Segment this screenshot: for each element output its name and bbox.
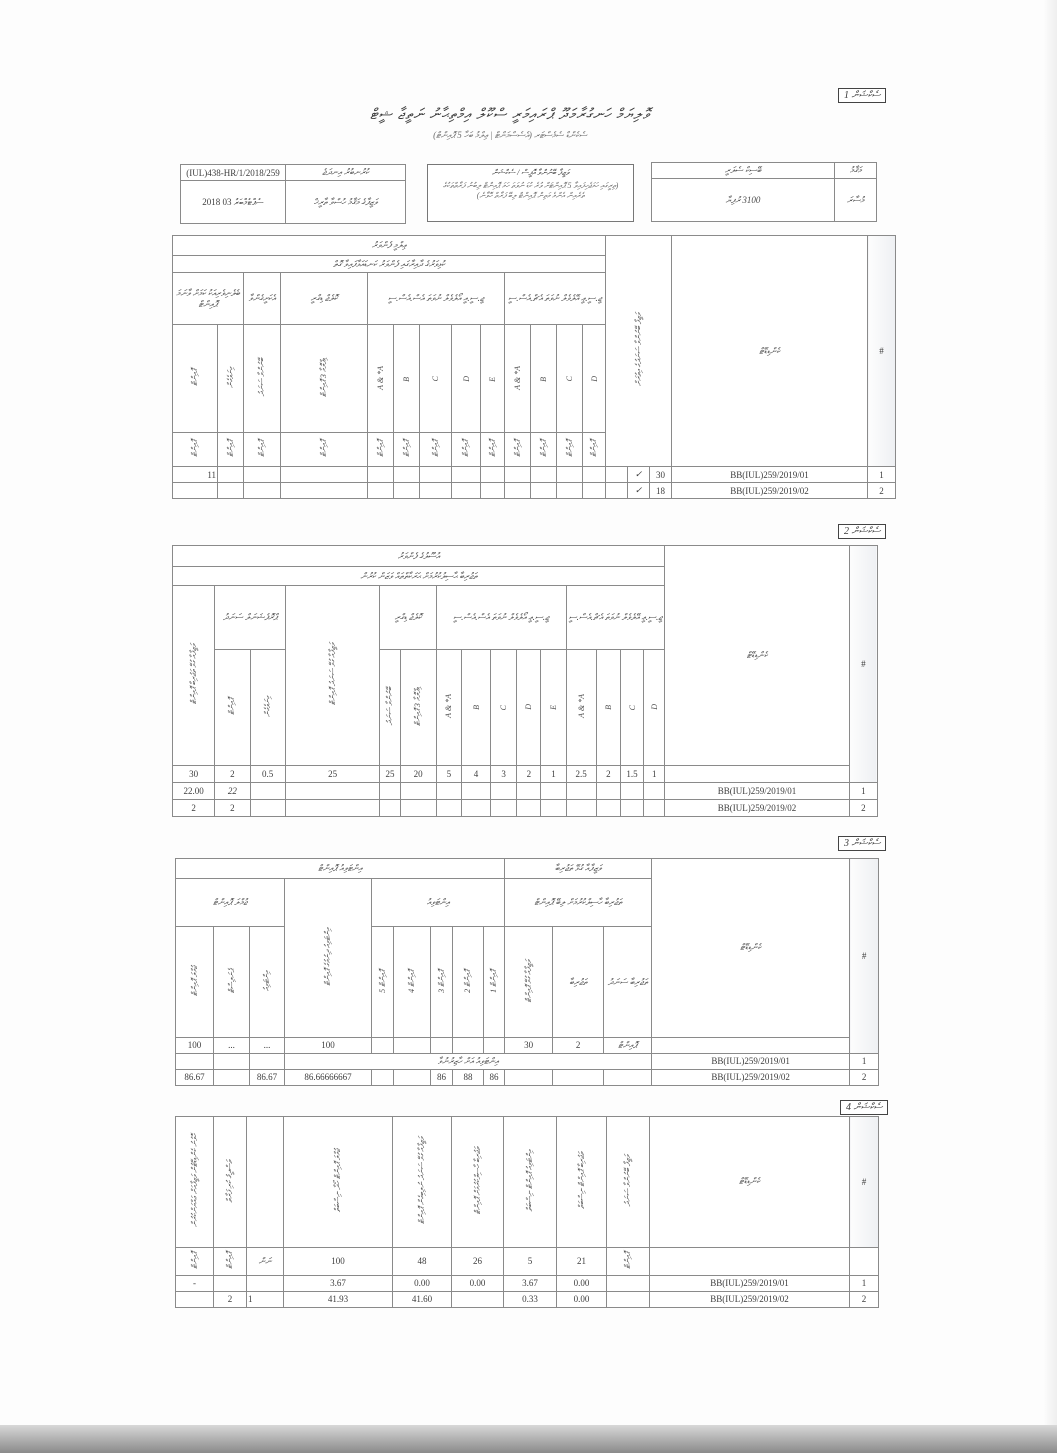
s4-r2-c7: 0.33 (504, 1291, 557, 1307)
s3-max-0: 100 (176, 1037, 214, 1053)
s3-vcol-4: 5 ޕޮއިންޓް (372, 927, 394, 1037)
s2-max-11: 2.5 (566, 765, 596, 782)
s1-unit: ޕޮއިންޓް (394, 433, 420, 467)
s1-colgroup-3: ޖީ.ސީ.އީ އޯލެވެލް ނުވަތަ އެސް.އެސް.ސީ (368, 273, 505, 325)
s2-max-13: 1.5 (620, 765, 643, 782)
notice-box (427, 164, 634, 222)
table-row (176, 1069, 879, 1085)
s4-max-8: ޕޮއިންޓް (607, 1247, 650, 1275)
s1-unit: ޕޮއިންޓް (557, 433, 583, 467)
s2-vcol-0: ވަޒީފާއާ ގުޅޭ ތަޖުރިބާ ޕޮއިންޓް (173, 585, 215, 765)
s4-r2-c5: 41.60 (393, 1291, 452, 1307)
s1-group-title: ޢިލްމީ ފެންވަރު (173, 236, 606, 256)
section-2-tag: ސެކްޝަން 2 (838, 524, 886, 539)
scan-edge-shade (1043, 0, 1057, 1425)
table-row (176, 1291, 879, 1307)
s4-vcol-1: ތަސްދީޤު ކުރި ފަރާތް (214, 1117, 247, 1248)
s2-r2-num: 2 (849, 799, 877, 816)
s1-r1-points: 11 (173, 467, 218, 483)
scan-bottom-shadow (0, 1425, 1057, 1453)
s2-r1-b: 22 (215, 782, 250, 799)
s1-unit: ޕޮއިންޓް (481, 433, 505, 467)
s2-max-3: 25 (285, 765, 380, 782)
s3-vcol-2: އިންޓަވިއު (250, 927, 285, 1037)
s4-r2-num: 2 (850, 1291, 879, 1307)
s4-vcol-5: ތަޖުރިބާ ހާސިލްކުރުމަށް ޕޮއިންޓް (452, 1117, 504, 1248)
s3-r1-note: އިންޓަވިއު އަށް ހާޒިރުނުވާ (285, 1053, 652, 1069)
s4-vcol-7: ތަޖުރިބާ ޕޮއިންޓް ނިސްބަތް (557, 1117, 607, 1248)
s2-vcol-6: A & *A (436, 649, 461, 765)
s2-colgroup-3: ޖީ.ސީ.ޢީ އޯލެވެލް ނުވަތަ އެސް.އެސް.ސީ (436, 585, 566, 649)
s2-sub-title: ތަޖުރިބާ ޙާސިލުކުރުމަށް ޙަރަކާތްތައް ވަޒަން ކުރުން (173, 567, 665, 585)
s4-max-row (176, 1247, 879, 1275)
s4-applicant-header: ކެންޑިޑޭޓް (650, 1117, 850, 1248)
s1-unit: ޕޮއިންޓް (218, 433, 244, 467)
s4-max-7: 21 (557, 1247, 607, 1275)
s3-max-9: 30 (505, 1037, 553, 1053)
s4-r1-c4: 3.67 (284, 1275, 393, 1291)
s3-max-1: ... (214, 1037, 250, 1053)
s3-vcol-9: ވަޒީފާއާ ގުޅޭ ޕޮއިންޓް (505, 927, 553, 1037)
s4-r1-c5: 0.00 (393, 1275, 452, 1291)
deadline-date: 2018 ސެޕްޓެމްބަރު 03 (181, 181, 286, 224)
s3-max-2: ... (250, 1037, 285, 1053)
s3-r2-num: 2 (850, 1069, 879, 1085)
s3-left-sub: ޖުމްލަ ޕޮއިންޓް (176, 879, 285, 927)
s3-r1-num: 1 (850, 1053, 879, 1069)
section-3-table (175, 858, 879, 1086)
s1-vcol-9: A & *A (505, 325, 531, 433)
s3-r2-avg: 86.66666667 (285, 1069, 372, 1085)
s2-max-14: 1 (644, 765, 665, 782)
table-row (173, 799, 878, 816)
section-1-tag: ސެކްޝަން 1 (838, 88, 886, 103)
reference-label: ކުރުނބުރު އިނދަޖެ (286, 165, 406, 181)
s1-unit: ޕޮއިންޓް (420, 433, 452, 467)
s2-vcol-3: ވަޒީފާއާ ގުޅޭ ސަނަދު ޕޮއިންޓް (285, 585, 380, 765)
s4-r2-c4: 41.93 (284, 1291, 393, 1307)
s4-r1-code: BB(IUL)259/2019/01 (650, 1275, 850, 1291)
s3-vcol-0: ޖުމްލަ ޕޮއިންޓް (176, 927, 214, 1037)
s1-colgroup-0: ބެލެނިވެރިއަކު ކަމަށް ވާނަމަ ޕޮއިންޓް (173, 273, 244, 325)
page-subtitle: ސެކެންޑް ސެމެސްޓަރ (އެސެސްމަންޓް | ޢިލްމު ބަހާ 5 ޕޮއިންޓް) (433, 130, 587, 140)
salary-heading: ބޭސިކް ސެލަރީ (652, 163, 835, 179)
s1-unit: ޕޮއިންޓް (281, 433, 368, 467)
s3-r2-code: BB(IUL)259/2019/02 (652, 1069, 850, 1085)
s1-vcol-5: B (394, 325, 420, 433)
s2-vcol-7: B (461, 649, 490, 765)
table-row (173, 782, 878, 799)
s3-max-3: 100 (285, 1037, 372, 1053)
table-row (176, 1275, 879, 1291)
salary-value: 3100 ރުފިޔާ (652, 179, 835, 222)
page-title: ވޮލިޔަމް ހަނގުރާމަދޫ ޕްރައިމަރީ ސްކޫލް އިމްތިޙާނު ނަތީޖާ ޝީޓް (369, 107, 651, 123)
s2-max-0: 30 (173, 765, 215, 782)
s1-vcol-3: ޑިޕްލޮމާ 3 ޕޮއިންޓް (281, 325, 368, 433)
s1-unit: ޕޮއިންޓް (531, 433, 557, 467)
s4-max-5: 26 (452, 1247, 504, 1275)
s4-r2-c3: 1 (247, 1291, 284, 1307)
deadline-label: ވަޒީފާގެ މަޤާމު ހުސްވާ ތާރީޚް (286, 181, 406, 224)
salary-box (651, 162, 877, 222)
s4-max-2: ނަން (247, 1247, 284, 1275)
s1-unit: ޕޮއިންޓް (583, 433, 606, 467)
s2-hash-header: # (849, 546, 877, 783)
s3-vcol-10: ތަޖުރިބާ (553, 927, 604, 1037)
s1-colgroup-1: އެކަށީގެންވާ (244, 273, 281, 325)
s1-colgroup-4: ޖީ.ސީ.ޢީ އޭލެވެލް ނުވަތަ އެޗް.އެސް.ސީ (505, 273, 606, 325)
s3-r2-panel: 86.67 (250, 1069, 285, 1085)
s3-vcol-8: 1 ޕޮއިންޓް (484, 927, 505, 1037)
s4-vcol-6: އިންޓަވިއު ޕޮއިންޓް ނިސްބަތް (504, 1117, 557, 1248)
notice-heading: ވަޒީފާ ބޭނުންވާ އޮފީސް / ސެކްޝަން (491, 168, 570, 177)
s3-max-row (176, 1037, 879, 1053)
s2-vcol-5: ޑިޕްލޮމާ 3 ޕޮއިންޓް (400, 649, 436, 765)
s1-unit: ޕޮއިންޓް (452, 433, 481, 467)
s4-r2-code: BB(IUL)259/2019/02 (650, 1291, 850, 1307)
s1-r2-check: ✓ (628, 483, 650, 499)
s1-r2-total: 18 (650, 483, 672, 499)
s1-unit: ޕޮއިންޓް (244, 433, 281, 467)
s2-r1-code: BB(IUL)259/2019/01 (665, 782, 849, 799)
s1-sub-title: ކުޅިވަރުގެ ދާއިރާގައި ފެންވަރު ކަނޑައަޅާފައިވާ ގޮތް (173, 256, 606, 273)
s1-vcol-12: D (583, 325, 606, 433)
s3-vcol-7: 2 ޕޮއިންޓް (453, 927, 484, 1037)
s2-max-1: 2 (215, 765, 250, 782)
s3-r1-code: BB(IUL)259/2019/01 (652, 1053, 850, 1069)
s2-max-7: 4 (461, 765, 490, 782)
s1-unit: ޕޮއިންޓް (173, 433, 218, 467)
s2-r1-a: 22.00 (173, 782, 215, 799)
s3-vcol-5: 4 ޕޮއިންޓް (394, 927, 431, 1037)
s1-colgroup-2: ކޮލެޖް ޑިގްރީ (281, 273, 368, 325)
s1-vcol-6: C (420, 325, 452, 433)
s2-max-10: 1 (541, 765, 566, 782)
s1-vcol-8: E (481, 325, 505, 433)
s4-vcol-2 (247, 1117, 284, 1248)
s2-vcol-9: D (517, 649, 541, 765)
s2-r2-b: 2 (215, 799, 250, 816)
s2-r2-a: 2 (173, 799, 215, 816)
s3-vcol-1: ޕެނަލިސްޓް (214, 927, 250, 1037)
s4-vcol-8: ވަޒީފާ ބޭނުންވާ ސަނަދު (607, 1117, 650, 1248)
s2-r2-code: BB(IUL)259/2019/02 (665, 799, 849, 816)
s3-r2-s2: 88 (453, 1069, 484, 1085)
s4-max-1: ޕޮއިންޓް (214, 1247, 247, 1275)
s3-right-group: ވަޒީފާއާ ގުޅޭ ތަޖުރިބާ (505, 859, 652, 879)
reference-number: (IUL)438-HR/1/2018/259 (181, 165, 286, 181)
s1-r1-code: BB(IUL)259/2019/01 (672, 467, 868, 483)
s4-vcol-3: ޖުމްލަ ޕޮއިންޓް ހޯދާ ނިސްބަތް (284, 1117, 393, 1248)
s2-vcol-4: ބޭނުންވާ ސަނަދު (380, 649, 400, 765)
s1-vcol-0: ޕޮއިންޓް (173, 325, 218, 433)
s4-hash-header: # (850, 1117, 879, 1248)
salary-label: މުސާރަ (835, 179, 877, 222)
table-row (176, 1053, 879, 1069)
table-row (173, 483, 896, 499)
s2-vcol-13: C (620, 649, 643, 765)
s4-max-6: 5 (504, 1247, 557, 1275)
s1-unit: ޕޮއިންޓް (505, 433, 531, 467)
s3-vcol-11: ތަޖުރިބާ ސަނަދު (604, 927, 652, 1037)
s1-applicant-header: ކެންޑިޑޭޓް (672, 236, 868, 467)
s2-max-4: 25 (380, 765, 400, 782)
s3-right-sub: ތަޖުރިބާ ހާސިލްކުރުމަށް ލިބޭ ޕޮއިންޓް (505, 879, 652, 927)
s4-r1-c6: 0.00 (452, 1275, 504, 1291)
s1-vcol-1: ގިނަވެގެން (218, 325, 244, 433)
s1-vcol-2: ބޭނުންވާ ސަނަދު (244, 325, 281, 433)
s2-max-8: 3 (491, 765, 517, 782)
s1-r2-code: BB(IUL)259/2019/02 (672, 483, 868, 499)
s2-applicant-header: ކެންޑިޑޭޓް (665, 546, 849, 766)
s4-r2-c2: 2 (214, 1291, 247, 1307)
s2-max-row (173, 765, 878, 782)
s3-r2-s3: 86 (431, 1069, 453, 1085)
s2-colgroup-4: ޖީ.ސީ.ޢީ އޭލެވެލް ނުވަތަ އެޗް.އެސް.ސީ (566, 585, 665, 649)
s3-applicant-header: ކެންޑިޑޭޓް (652, 859, 850, 1038)
s2-vcol-11: A & *A (566, 649, 596, 765)
s2-vcol-1: ޕޮއިންޓް (215, 649, 250, 765)
s3-max-11: ޕޮއިންޓް (604, 1037, 652, 1053)
s4-vcol-4: ވަޒީފާއާ ގުޅޭ ސަނަދު ނުލިބިގެން ޕޮއިންޓް (393, 1117, 452, 1248)
s2-colgroup-1: ޕްރޮފެޝަނަލް ސަނަދު (215, 585, 285, 649)
s4-r1-c1: - (176, 1275, 214, 1291)
s1-vcol-10: B (531, 325, 557, 433)
s3-r2-total: 86.67 (176, 1069, 214, 1085)
s1-r1-total: 30 (650, 467, 672, 483)
s4-r1-c8: 0.00 (557, 1275, 607, 1291)
s4-max-3: 100 (284, 1247, 393, 1275)
s2-max-2: 0.5 (250, 765, 285, 782)
s1-r1-num: 1 (868, 467, 896, 483)
table-row (173, 467, 896, 483)
section-4-table (175, 1116, 879, 1308)
section-4-tag: ސެކްޝަން 4 (840, 1100, 888, 1115)
s2-max-9: 2 (517, 765, 541, 782)
s3-r2-s1: 86 (484, 1069, 505, 1085)
s2-vcol-12: B (596, 649, 620, 765)
s3-left-group: އިންޓަވިއު ޕޮއިންޓް (176, 859, 505, 879)
s2-vcol-8: C (491, 649, 517, 765)
s3-max-10: 2 (553, 1037, 604, 1053)
reference-box (180, 164, 406, 224)
s1-hash-header: # (868, 236, 896, 467)
s2-vcol-2: ގިނަވެގެން (250, 649, 285, 765)
s4-vcol-0: ހޮވުނު ކެންޑިޑޭޓުން ވަޒީފާއަށް ޢައްޔަންކުރުން (176, 1117, 214, 1248)
s2-max-5: 20 (400, 765, 436, 782)
section-1-table (172, 235, 896, 499)
section-2-table (172, 545, 878, 817)
s1-extra-col: ވަޒީފާ ބޭނުންވާ ސަނަދުގެ އިތުރަށް (606, 236, 672, 467)
s4-max-4: 48 (393, 1247, 452, 1275)
s4-max-0: ޕޮއިންޓް (176, 1247, 214, 1275)
s1-unit: ޕޮއިންޓް (368, 433, 394, 467)
s2-vcol-10: E (541, 649, 566, 765)
s3-mid-sub: އިންޓަވިއު (372, 879, 505, 927)
s1-r2-num: 2 (868, 483, 896, 499)
post-label: މަޤާމު (835, 163, 877, 179)
s2-colgroup-2: ކޮލެޖް ޑިގްރީ (380, 585, 436, 649)
s4-r1-c7: 3.67 (504, 1275, 557, 1291)
section-3-tag: ސެކްޝަން 3 (838, 836, 886, 851)
notice-text: (ތިރީގައި ހަމަޖެހިފައިވާ 5 ޕޮއިންޓަށް ވުރެ ކުޑަ ނުވަތަ ހަމަ ޕޮއިންޓް ލިބުނު ފަރާތްތަކުގެ ތެރެއިން އެންމެ މަތިން ޕޮއިންޓް ލިބޭ ފަރާތް ހޮވާނެ) (442, 181, 619, 200)
s2-max-6: 5 (436, 765, 461, 782)
s3-vcol-6: 3 ޕޮއިންޓް (431, 927, 453, 1037)
s1-r1-check: ✓ (628, 467, 650, 483)
s1-vcol-11: C (557, 325, 583, 433)
s1-vcol-7: D (452, 325, 481, 433)
s2-vcol-14: D (644, 649, 665, 765)
s2-max-12: 2 (596, 765, 620, 782)
s3-hash-header: # (850, 859, 879, 1054)
s2-group-title: އުސޫލުގެ ފެންވަރު (173, 546, 665, 567)
s4-r2-c8: 0.00 (557, 1291, 607, 1307)
s4-r1-num: 1 (850, 1275, 879, 1291)
s1-vcol-4: A & *A (368, 325, 394, 433)
s3-vcol-3: އިންޓަވިއު ދިނުމުގެ ޕޮއިންޓް (285, 879, 372, 1038)
s2-r1-num: 1 (849, 782, 877, 799)
